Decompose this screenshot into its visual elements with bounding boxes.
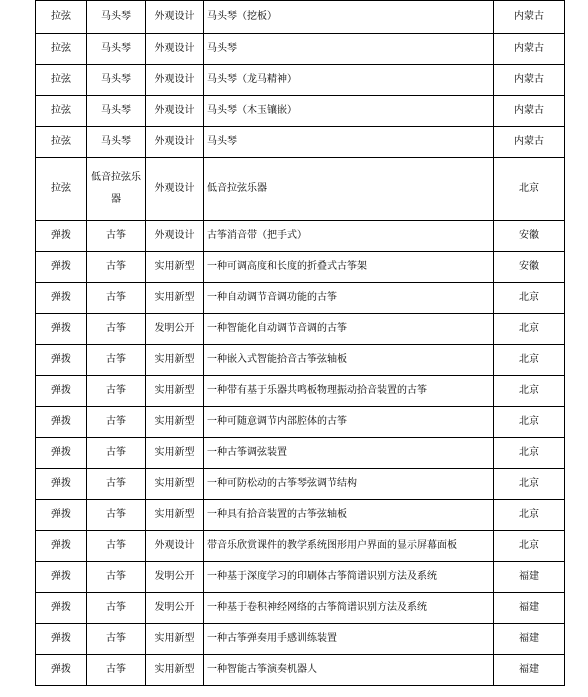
table-row (36, 407, 565, 438)
cell-region: 北京 (494, 376, 565, 407)
cell-patent-type: 外观设计 (146, 96, 204, 127)
table-row (36, 158, 565, 221)
cell-category: 弹拨 (36, 314, 87, 345)
cell-region: 北京 (494, 158, 565, 221)
cell-patent-type: 实用新型 (146, 376, 204, 407)
table-row (36, 655, 565, 686)
cell-category: 弹拨 (36, 407, 87, 438)
table-row (36, 345, 565, 376)
cell-category: 弹拨 (36, 283, 87, 314)
cell-region: 北京 (494, 469, 565, 500)
cell-region: 内蒙古 (494, 127, 565, 158)
cell-patent-type: 外观设计 (146, 127, 204, 158)
cell-title: 低音拉弦乐器 (204, 158, 494, 221)
cell-title: 古筝消音带（把手式） (204, 221, 494, 252)
cell-instrument: 马头琴 (87, 1, 146, 34)
cell-title: 带音乐欣赏课件的教学系统图形用户界面的显示屏幕面板 (204, 531, 494, 562)
cell-title: 一种带有基于乐器共鸣板物理振动拾音装置的古筝 (204, 376, 494, 407)
cell-title: 一种可随意调节内部腔体的古筝 (204, 407, 494, 438)
table-row (36, 283, 565, 314)
cell-title: 一种基于深度学习的印刷体古筝简谱识别方法及系统 (204, 562, 494, 593)
cell-title: 一种具有拾音装置的古筝弦轴板 (204, 500, 494, 531)
cell-region: 安徽 (494, 252, 565, 283)
cell-region: 内蒙古 (494, 65, 565, 96)
cell-patent-type: 外观设计 (146, 65, 204, 96)
cell-instrument: 古筝 (87, 593, 146, 624)
cell-patent-type: 外观设计 (146, 531, 204, 562)
cell-instrument: 古筝 (87, 624, 146, 655)
cell-region: 福建 (494, 655, 565, 686)
cell-region: 内蒙古 (494, 1, 565, 34)
cell-title: 一种古筝弹奏用手感训练装置 (204, 624, 494, 655)
table-row (36, 252, 565, 283)
cell-instrument: 古筝 (87, 655, 146, 686)
table-row (36, 469, 565, 500)
cell-category: 弹拨 (36, 500, 87, 531)
cell-category: 弹拨 (36, 345, 87, 376)
cell-region: 北京 (494, 345, 565, 376)
table-row (36, 562, 565, 593)
cell-category: 弹拨 (36, 438, 87, 469)
cell-region: 北京 (494, 500, 565, 531)
table-row (36, 221, 565, 252)
cell-region: 北京 (494, 531, 565, 562)
cell-region: 福建 (494, 593, 565, 624)
cell-category: 弹拨 (36, 221, 87, 252)
cell-title: 一种基于卷积神经网络的古筝简谱识别方法及系统 (204, 593, 494, 624)
cell-title: 马头琴 (204, 34, 494, 65)
cell-region: 福建 (494, 562, 565, 593)
cell-instrument: 古筝 (87, 252, 146, 283)
cell-category: 弹拨 (36, 531, 87, 562)
cell-title: 一种智能古筝演奏机器人 (204, 655, 494, 686)
cell-title: 一种可调高度和长度的折叠式古筝架 (204, 252, 494, 283)
cell-instrument: 古筝 (87, 314, 146, 345)
cell-category: 弹拨 (36, 624, 87, 655)
cell-patent-type: 外观设计 (146, 34, 204, 65)
cell-category: 弹拨 (36, 562, 87, 593)
table-row (36, 438, 565, 469)
table-row (36, 65, 565, 96)
table-row (36, 500, 565, 531)
table-row (36, 314, 565, 345)
cell-patent-type: 实用新型 (146, 500, 204, 531)
cell-category: 拉弦 (36, 96, 87, 127)
table-row (36, 1, 565, 34)
table-row (36, 376, 565, 407)
cell-instrument: 古筝 (87, 438, 146, 469)
cell-title: 马头琴（木玉镶嵌） (204, 96, 494, 127)
cell-instrument: 马头琴 (87, 65, 146, 96)
cell-region: 北京 (494, 314, 565, 345)
cell-region: 北京 (494, 438, 565, 469)
cell-patent-type: 实用新型 (146, 252, 204, 283)
cell-category: 弹拨 (36, 469, 87, 500)
cell-title: 马头琴（龙马精神） (204, 65, 494, 96)
cell-instrument: 古筝 (87, 221, 146, 252)
cell-category: 拉弦 (36, 158, 87, 221)
cell-category: 弹拨 (36, 593, 87, 624)
cell-region: 内蒙古 (494, 96, 565, 127)
table-row (36, 127, 565, 158)
cell-title: 一种智能化自动调节音调的古筝 (204, 314, 494, 345)
table-row (36, 531, 565, 562)
cell-instrument: 马头琴 (87, 34, 146, 65)
cell-category: 弹拨 (36, 252, 87, 283)
table-row (36, 34, 565, 65)
cell-category: 拉弦 (36, 34, 87, 65)
cell-title: 一种古筝调弦装置 (204, 438, 494, 469)
cell-instrument: 古筝 (87, 562, 146, 593)
cell-patent-type: 实用新型 (146, 283, 204, 314)
cell-instrument: 低音拉弦乐器 (87, 158, 146, 221)
cell-patent-type: 外观设计 (146, 1, 204, 34)
cell-patent-type: 发明公开 (146, 562, 204, 593)
cell-category: 拉弦 (36, 1, 87, 34)
cell-title: 一种自动调节音调功能的古筝 (204, 283, 494, 314)
cell-instrument: 古筝 (87, 469, 146, 500)
cell-title: 一种可防松动的古筝琴弦调节结构 (204, 469, 494, 500)
cell-instrument: 古筝 (87, 345, 146, 376)
cell-region: 北京 (494, 407, 565, 438)
cell-category: 弹拨 (36, 376, 87, 407)
table-row (36, 624, 565, 655)
cell-region: 安徽 (494, 221, 565, 252)
cell-instrument: 马头琴 (87, 96, 146, 127)
cell-category: 拉弦 (36, 127, 87, 158)
cell-instrument: 古筝 (87, 500, 146, 531)
cell-region: 福建 (494, 624, 565, 655)
cell-instrument: 古筝 (87, 531, 146, 562)
cell-patent-type: 发明公开 (146, 314, 204, 345)
cell-patent-type: 实用新型 (146, 345, 204, 376)
patent-table-body (36, 1, 565, 686)
cell-patent-type: 实用新型 (146, 655, 204, 686)
cell-patent-type: 外观设计 (146, 158, 204, 221)
table-row (36, 96, 565, 127)
cell-patent-type: 发明公开 (146, 593, 204, 624)
cell-category: 弹拨 (36, 655, 87, 686)
cell-region: 北京 (494, 283, 565, 314)
cell-region: 内蒙古 (494, 34, 565, 65)
cell-instrument: 马头琴 (87, 127, 146, 158)
cell-title: 马头琴（挖板） (204, 1, 494, 34)
cell-patent-type: 实用新型 (146, 407, 204, 438)
patent-table (35, 0, 565, 686)
cell-title: 马头琴 (204, 127, 494, 158)
cell-instrument: 古筝 (87, 376, 146, 407)
cell-patent-type: 实用新型 (146, 469, 204, 500)
cell-patent-type: 实用新型 (146, 624, 204, 655)
cell-instrument: 古筝 (87, 283, 146, 314)
cell-category: 拉弦 (36, 65, 87, 96)
table-row (36, 593, 565, 624)
cell-title: 一种嵌入式智能拾音古筝弦轴板 (204, 345, 494, 376)
cell-patent-type: 实用新型 (146, 438, 204, 469)
cell-patent-type: 外观设计 (146, 221, 204, 252)
cell-instrument: 古筝 (87, 407, 146, 438)
